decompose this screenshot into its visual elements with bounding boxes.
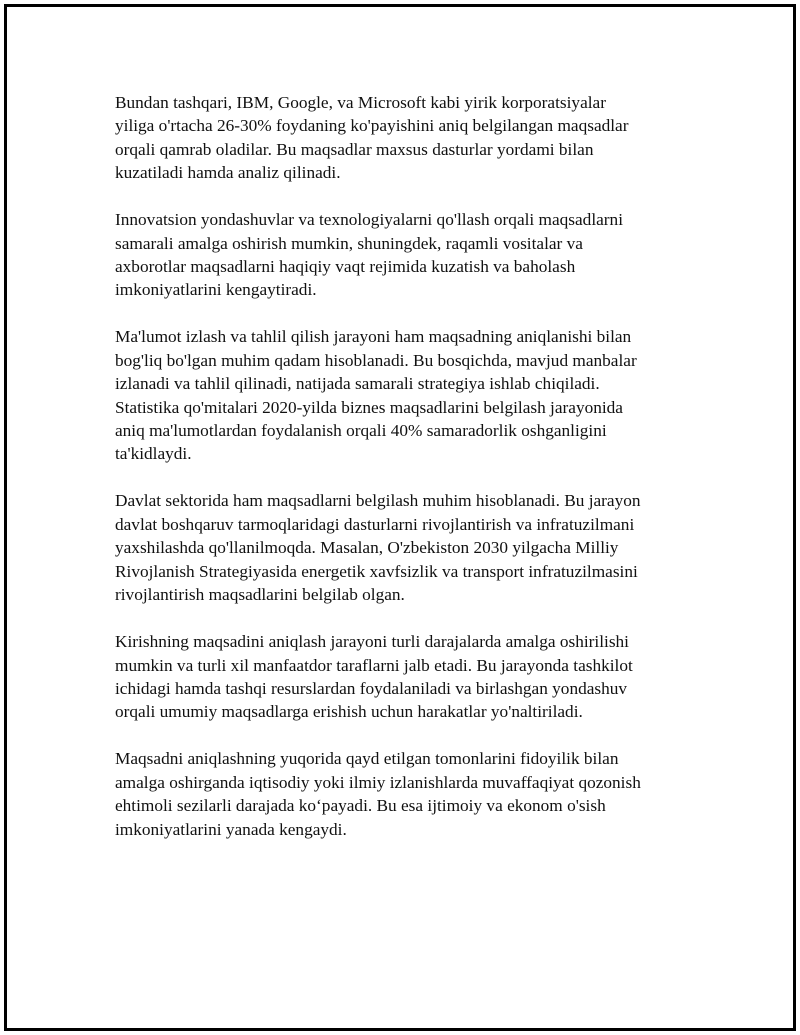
paragraph-innovation: [115, 208, 705, 302]
text-line: imkoniyatlarini yanada kengaydi.: [115, 819, 347, 839]
text-line: imkoniyatlarini kengaytiradi.: [115, 280, 317, 300]
paragraph-stakeholders: [115, 630, 705, 724]
text-line: ehtimoli sezilarli darajada ko‘payadi. Bu esa ijtimoiy va ekonom o'sish: [115, 796, 606, 816]
text-line: amalga oshirganda iqtisodiy yoki ilmiy izlanishlarda muvaffaqiyat qozonish: [115, 772, 641, 792]
text-line: Maqsadni aniqlashning yuqorida qayd etilgan tomonlarini fidoyilik bilan: [115, 749, 619, 769]
text-line: ichidagi hamda tashqi resurslardan foydalaniladi va birlashgan yondashuv: [115, 678, 628, 698]
text-line: davlat boshqaruv tarmoqlaridagi dasturlarni rivojlantirish va infratuzilmani: [115, 514, 635, 534]
text-line: Kirishning maqsadini aniqlash jarayoni turli darajalarda amalga oshirilishi: [115, 632, 629, 652]
text-line: yaxshilashda qo'llanilmoqda. Masalan, O'zbekiston 2030 yilgacha Milliy: [115, 538, 619, 558]
paragraph-government: [115, 489, 705, 606]
text-line: orqali qamrab oladilar. Bu maqsadlar maxsus dasturlar yordami bilan: [115, 139, 594, 159]
text-line: orqali umumiy maqsadlarga erishish uchun harakatlar yo'naltiriladi.: [115, 702, 583, 722]
text-line: Rivojlanish Strategiyasida energetik xavfsizlik va transport infratuzilmasini: [115, 561, 638, 581]
text-line: rivojlantirish maqsadlarini belgilab olgan.: [115, 585, 405, 605]
text-line: yiliga o'rtacha 26-30% foydaning ko'payishini aniq belgilangan maqsadlar: [115, 116, 629, 136]
text-line: Davlat sektorida ham maqsadlarni belgilash muhim hisoblanadi. Bu jarayon: [115, 491, 641, 511]
text-line: kuzatiladi hamda analiz qilinadi.: [115, 163, 341, 183]
text-line: Bundan tashqari, IBM, Google, va Microsoft kabi yirik korporatsiyalar: [115, 93, 606, 112]
text-line: mumkin va turli xil manfaatdor taraflarni jalb etadi. Bu jarayonda tashkilot: [115, 655, 633, 675]
text-line: Innovatsion yondashuvlar va texnologiyalarni qo'llash orqali maqsadlarni: [115, 210, 623, 230]
text-line: Statistika qo'mitalari 2020-yilda biznes maqsadlarini belgilash jarayonida: [115, 397, 623, 417]
document-body: [115, 91, 705, 865]
text-line: aniq ma'lumotlardan foydalanish orqali 40% samaradorlik oshganligini: [115, 421, 607, 441]
paragraph-research: [115, 325, 705, 465]
text-line: samarali amalga oshirish mumkin, shuningdek, raqamli vositalar va: [115, 233, 583, 253]
paragraph-corporations: [115, 91, 705, 185]
text-line: izlanadi va tahlil qilinadi, natijada samarali strategiya ishlab chiqiladi.: [115, 374, 600, 394]
text-line: ta'kidlaydi.: [115, 444, 192, 464]
paragraph-conclusion: [115, 747, 705, 841]
text-line: Ma'lumot izlash va tahlil qilish jarayoni ham maqsadning aniqlanishi bilan: [115, 327, 632, 347]
text-line: bog'liq bo'lgan muhim qadam hisoblanadi. Bu bosqichda, mavjud manbalar: [115, 350, 637, 370]
text-line: axborotlar maqsadlarni haqiqiy vaqt rejimida kuzatish va baholash: [115, 257, 576, 277]
